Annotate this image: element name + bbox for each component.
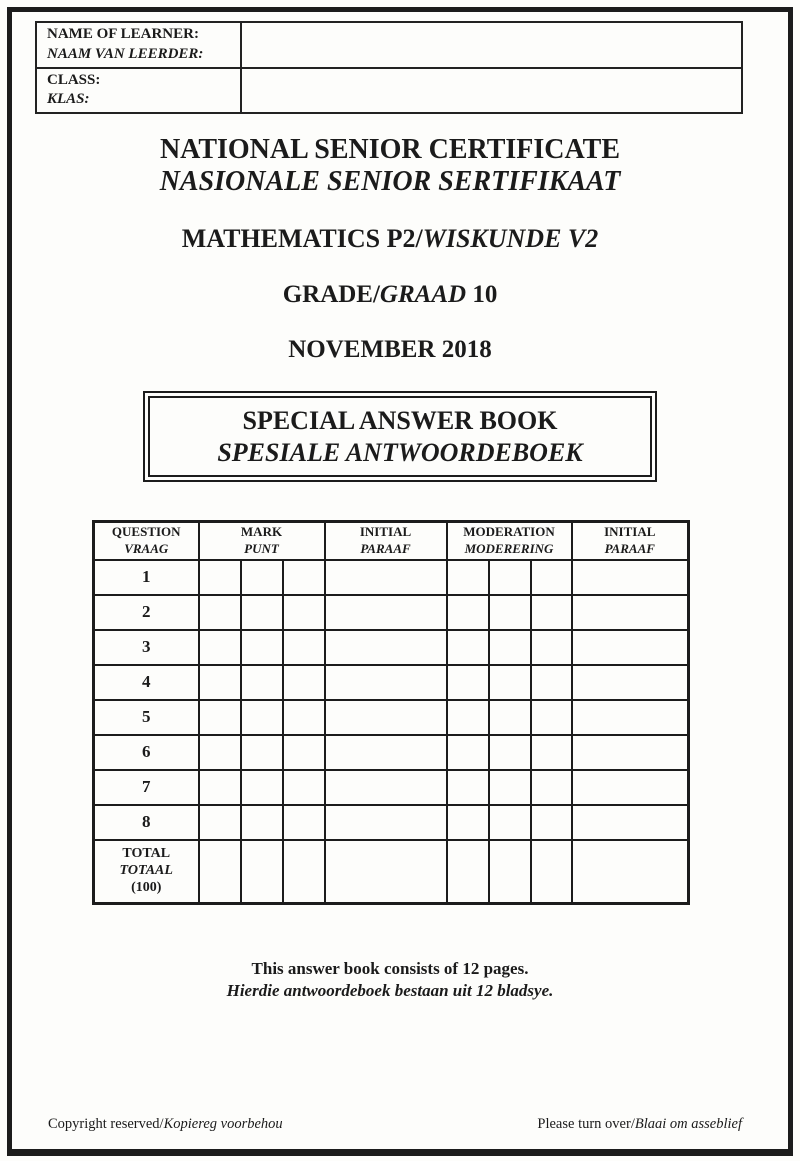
class-label-af: KLAS: <box>47 91 90 108</box>
moderation-cell <box>531 700 572 735</box>
moderation-initial-cell <box>572 700 689 735</box>
mark-cell <box>241 630 283 665</box>
question-number-cell: 5 <box>94 700 199 735</box>
mark-cell <box>199 700 241 735</box>
learner-name-row <box>36 22 742 68</box>
certificate-title-en: NATIONAL SENIOR CERTIFICATE <box>159 134 621 165</box>
page-footer <box>48 1116 742 1133</box>
mark-table-row <box>94 560 689 595</box>
mark-cell <box>199 560 241 595</box>
moderation-initial-cell <box>572 665 689 700</box>
total-moderation-cell <box>489 840 531 904</box>
special-answer-book-inner-border <box>148 396 652 477</box>
mark-table-row <box>94 665 689 700</box>
mark-cell <box>241 595 283 630</box>
initial-cell <box>325 560 447 595</box>
column-header-initial-en: INITIAL <box>359 523 412 539</box>
total-max-marks: (100) <box>131 879 162 895</box>
mark-cell <box>283 700 325 735</box>
mark-cell <box>241 770 283 805</box>
question-number-cell: 8 <box>94 805 199 840</box>
total-mark-cell <box>241 840 283 904</box>
column-header-initial-2 <box>572 522 689 560</box>
moderation-cell <box>489 665 531 700</box>
initial-cell <box>325 805 447 840</box>
turn-over-notice <box>537 1116 742 1133</box>
marks-table-header-row <box>94 522 689 560</box>
column-header-initial-2-en: INITIAL <box>604 523 656 539</box>
mark-table-row <box>94 630 689 665</box>
moderation-cell <box>489 770 531 805</box>
mark-cell <box>199 735 241 770</box>
moderation-cell <box>489 630 531 665</box>
moderation-initial-cell <box>572 595 689 630</box>
copyright-notice-en: Copyright reserved/ <box>48 1116 164 1132</box>
grade-title <box>0 281 780 309</box>
initial-cell <box>325 700 447 735</box>
total-moderation-cell <box>447 840 489 904</box>
answer-book-title-en: SPECIAL ANSWER BOOK <box>242 406 558 436</box>
special-answer-book-box <box>143 391 657 482</box>
question-number-cell: 7 <box>94 770 199 805</box>
page-count-note <box>0 958 780 1003</box>
page-count-note-en: This answer book consists of 12 pages. <box>251 959 529 978</box>
moderation-cell <box>531 805 572 840</box>
column-header-initial-2-af: PARAAF <box>604 540 655 556</box>
column-header-moderation-af: MODERERING <box>464 540 554 556</box>
moderation-cell <box>531 630 572 665</box>
mark-table-row <box>94 700 689 735</box>
column-header-initial-af: PARAAF <box>360 540 411 556</box>
learner-name-label-af: NAAM VAN LEERDER: <box>47 45 204 62</box>
initial-cell <box>325 735 447 770</box>
column-header-question-en: QUESTION <box>111 523 181 539</box>
column-header-moderation-en: MODERATION <box>463 523 555 539</box>
class-label <box>36 68 241 114</box>
answer-book-title-af: SPESIALE ANTWOORDEBOEK <box>217 437 583 467</box>
mark-table-row <box>94 735 689 770</box>
question-number-cell: 2 <box>94 595 199 630</box>
certificate-title-af: NASIONALE SENIOR SERTIFIKAAT <box>159 166 621 197</box>
moderation-initial-cell <box>572 630 689 665</box>
mark-cell <box>283 560 325 595</box>
moderation-cell <box>489 805 531 840</box>
learner-name-label-en: NAME OF LEARNER: <box>47 26 199 42</box>
mark-table-row <box>94 770 689 805</box>
mark-table-row <box>94 805 689 840</box>
class-row <box>36 68 742 114</box>
subject-title <box>0 225 780 254</box>
initial-cell <box>325 665 447 700</box>
moderation-cell <box>531 665 572 700</box>
mark-cell <box>283 805 325 840</box>
moderation-initial-cell <box>572 560 689 595</box>
learner-name-blank-field <box>241 22 742 68</box>
moderation-cell <box>447 700 489 735</box>
column-header-mark-af: PUNT <box>244 540 279 556</box>
mark-cell <box>283 770 325 805</box>
initial-cell <box>325 770 447 805</box>
mark-cell <box>283 595 325 630</box>
copyright-notice-af: Kopiereg voorbehou <box>163 1116 283 1132</box>
moderation-cell <box>531 560 572 595</box>
moderation-initial-cell <box>572 770 689 805</box>
mark-cell <box>283 665 325 700</box>
mark-cell <box>241 560 283 595</box>
mark-table-row <box>94 595 689 630</box>
question-number-cell: 4 <box>94 665 199 700</box>
moderation-cell <box>447 805 489 840</box>
session-title: NOVEMBER 2018 <box>288 336 492 363</box>
mark-cell <box>241 735 283 770</box>
column-header-initial <box>325 522 447 560</box>
column-header-question-af: VRAAG <box>124 540 169 556</box>
question-number-cell: 3 <box>94 630 199 665</box>
class-blank-field <box>241 68 742 114</box>
column-header-mark-en: MARK <box>240 523 283 539</box>
question-number-cell: 1 <box>94 560 199 595</box>
mark-table-body <box>94 560 689 840</box>
subject-title-en: MATHEMATICS P2/ <box>181 224 423 253</box>
moderation-cell <box>447 560 489 595</box>
mark-cell <box>199 595 241 630</box>
grade-title-en: GRADE/ <box>282 281 380 308</box>
moderation-cell <box>531 735 572 770</box>
initial-cell <box>325 630 447 665</box>
question-number-cell: 6 <box>94 735 199 770</box>
learner-info-box <box>35 21 743 114</box>
total-label-en: TOTAL <box>122 846 171 862</box>
total-moderation-cell <box>531 840 572 904</box>
turn-over-notice-en: Please turn over/ <box>537 1116 635 1132</box>
grade-number: 10 <box>466 281 498 308</box>
moderation-cell <box>447 630 489 665</box>
initial-cell <box>325 595 447 630</box>
total-row <box>94 840 689 904</box>
column-header-mark <box>199 522 325 560</box>
moderation-cell <box>531 770 572 805</box>
total-mark-cell <box>283 840 325 904</box>
learner-name-label <box>36 22 241 68</box>
mark-cell <box>241 700 283 735</box>
moderation-cell <box>489 735 531 770</box>
total-initial-cell <box>325 840 447 904</box>
class-label-en: CLASS: <box>47 71 101 88</box>
turn-over-notice-af: Blaai om asseblief <box>634 1116 742 1132</box>
total-mark-cell <box>199 840 241 904</box>
mark-cell <box>283 630 325 665</box>
mark-cell <box>199 805 241 840</box>
mark-cell <box>241 805 283 840</box>
moderation-cell <box>489 595 531 630</box>
moderation-cell <box>531 595 572 630</box>
marks-table <box>92 520 690 905</box>
moderation-cell <box>489 700 531 735</box>
mark-cell <box>283 735 325 770</box>
total-moderation-initial-cell <box>572 840 689 904</box>
mark-cell <box>199 630 241 665</box>
mark-cell <box>241 665 283 700</box>
column-header-question <box>94 522 199 560</box>
total-label-cell <box>94 840 199 904</box>
moderation-initial-cell <box>572 805 689 840</box>
moderation-initial-cell <box>572 735 689 770</box>
moderation-cell <box>447 735 489 770</box>
moderation-cell <box>489 560 531 595</box>
moderation-cell <box>447 595 489 630</box>
total-label-af: TOTAAL <box>119 862 173 878</box>
page-count-note-af: Hierdie antwoordeboek bestaan uit 12 bladsye. <box>226 981 554 1001</box>
mark-cell <box>199 770 241 805</box>
moderation-cell <box>447 770 489 805</box>
subject-title-af: WISKUNDE V2 <box>422 224 599 253</box>
grade-title-af: GRAAD <box>379 281 467 308</box>
copyright-notice <box>48 1116 283 1133</box>
moderation-cell <box>447 665 489 700</box>
mark-cell <box>199 665 241 700</box>
column-header-moderation <box>447 522 572 560</box>
